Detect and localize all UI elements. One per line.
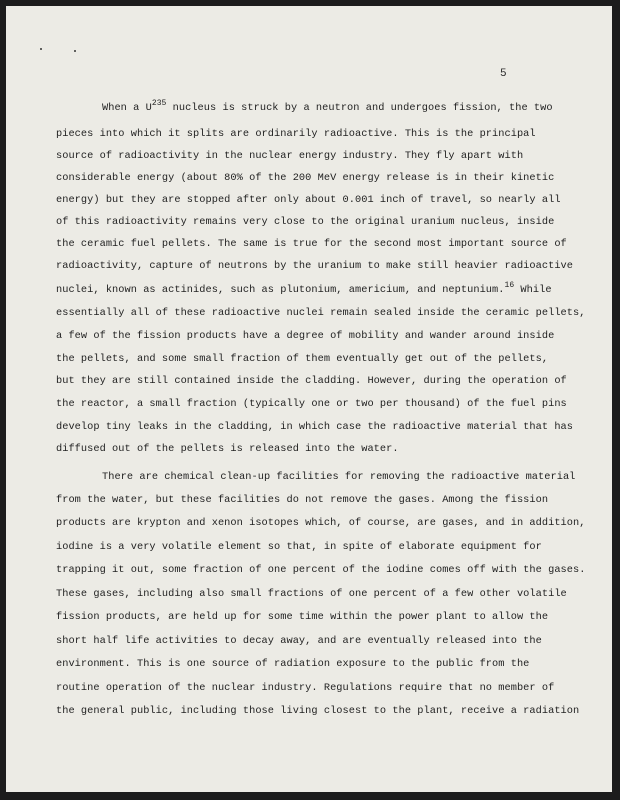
text-line: the ceramic fuel pellets. The same is true for the second most important source of: [56, 238, 567, 250]
document-page: [6, 6, 612, 792]
text-line: energy) but they are stopped after only about 0.001 inch of travel, so nearly all: [56, 194, 561, 206]
text-line: of this radioactivity remains very close to the original uranium nucleus, inside: [56, 216, 555, 228]
superscript: 235: [151, 99, 167, 108]
text-line: from the water, but these facilities do not remove the gases. Among the fission: [56, 494, 549, 506]
text-line: fission products, are held up for some time within the power plant to allow the: [56, 611, 549, 623]
text-line: products are krypton and xenon isotopes which, of course, are gases, and in addition,: [56, 517, 586, 529]
page-speck: [74, 50, 76, 52]
text-line: There are chemical clean-up facilities for removing the radioactive material: [102, 471, 576, 483]
page-speck: [40, 48, 42, 50]
text-line: radioactivity, capture of neutrons by the uranium to make still heavier radioactive: [56, 260, 574, 272]
text-line: essentially all of these radioactive nuclei remain sealed inside the ceramic pellets,: [56, 307, 586, 319]
text-line: a few of the fission products have a degree of mobility and wander around inside: [56, 330, 555, 342]
text-line: routine operation of the nuclear industry. Regulations require that no member of: [56, 682, 555, 694]
text-line: nuclei, known as actinides, such as plutonium, americium, and neptunium.$^{16}$ While: [56, 281, 552, 296]
text-line: When a $U^{235}$ nucleus is struck by a neutron and undergoes fission, the two: [102, 99, 553, 114]
text-line: environment. This is one source of radiation exposure to the public from the: [56, 658, 530, 670]
text-line: diffused out of the pellets is released into the water.: [56, 443, 399, 455]
text-line: short half life activities to decay away, and are eventually released into the: [56, 635, 542, 647]
text-line: pieces into which it splits are ordinarily radioactive. This is the principal: [56, 128, 536, 140]
text-line: the reactor, a small fraction (typically one or two per thousand) of the fuel pins: [56, 398, 567, 410]
footnote-ref: 16: [504, 281, 515, 290]
text-line: source of radioactivity in the nuclear energy industry. They fly apart with: [56, 150, 524, 162]
text-line: the pellets, and some small fraction of them eventually get out of the pellets,: [56, 353, 549, 365]
text-line: the general public, including those living closest to the plant, receive a radiation: [56, 705, 580, 717]
page-number: 5: [500, 68, 507, 80]
text-line: These gases, including also small fractions of one percent of a few other volatile: [56, 588, 567, 600]
text-line: iodine is a very volatile element so that, in spite of elaborate equipment for: [56, 541, 542, 553]
text-line: but they are still contained inside the cladding. However, during the operation of: [56, 375, 567, 387]
text-line: considerable energy (about 80% of the 200 MeV energy release is in their kinetic: [56, 172, 555, 184]
text-line: trapping it out, some fraction of one percent of the iodine comes off with the gases.: [56, 564, 586, 576]
text-line: develop tiny leaks in the cladding, in which case the radioactive material that has: [56, 421, 574, 433]
